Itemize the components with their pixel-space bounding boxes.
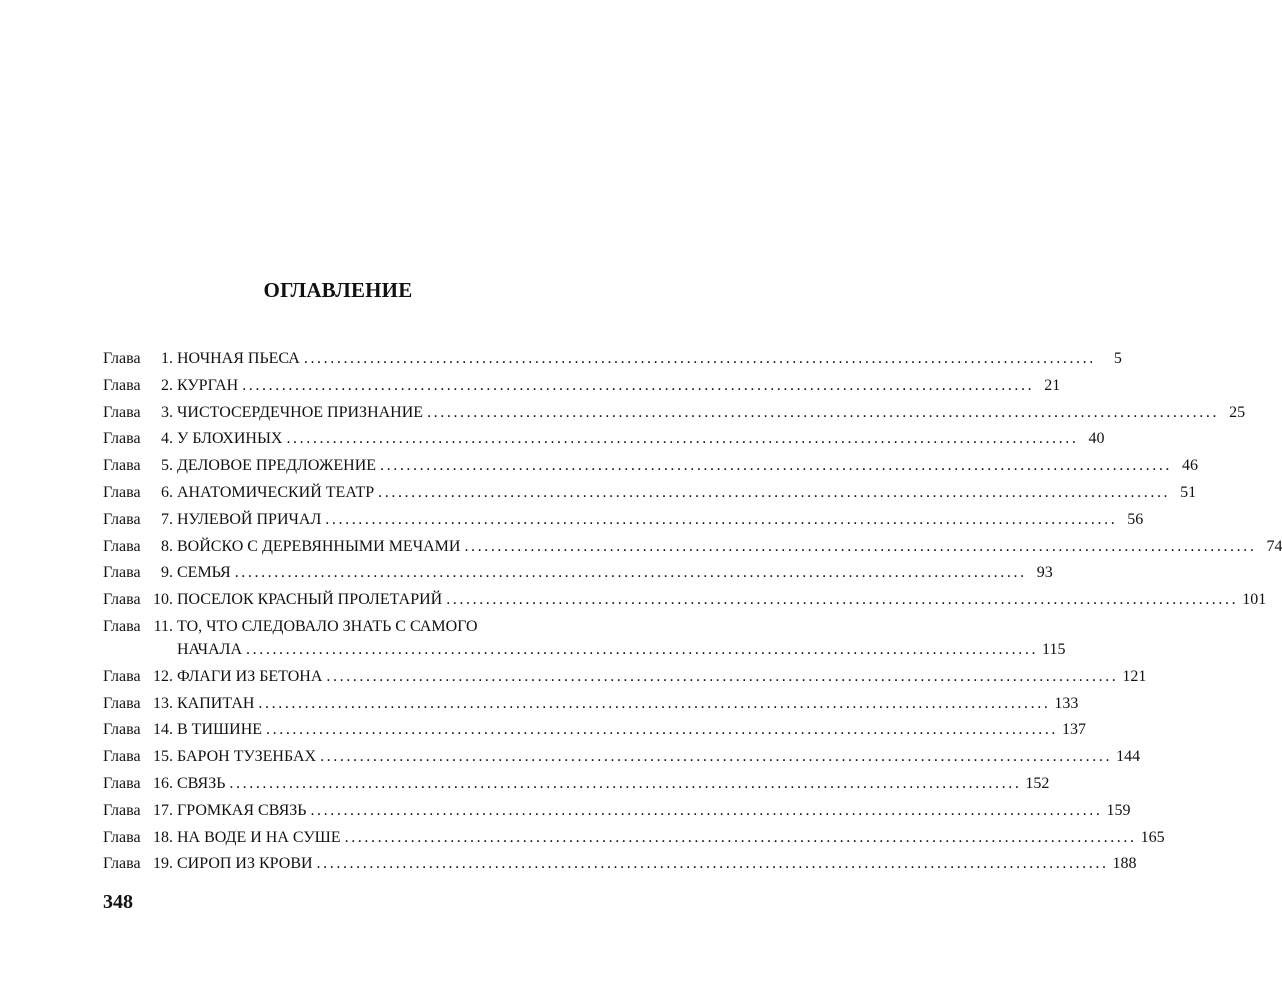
chapter-page: 101 — [1242, 591, 1267, 609]
chapter-title: ГРОМКАЯ СВЯЗЬ — [177, 801, 307, 819]
chapter-word: Глава — [103, 748, 141, 766]
page-number: 348 — [103, 891, 133, 913]
chapter-prefix — [103, 614, 177, 664]
dot-leader: ........................................................................................................................ — [344, 828, 1137, 846]
chapter-word: Глава — [103, 855, 141, 873]
chapter-word: Глава — [103, 694, 141, 712]
chapter-number: 16. — [153, 774, 173, 792]
chapter-page: 40 — [1088, 430, 1105, 448]
chapter-word: Глава — [103, 537, 141, 555]
chapter-page: 25 — [1229, 403, 1246, 421]
chapter-word: Глава — [103, 774, 141, 792]
toc-entry — [103, 373, 1061, 400]
chapter-prefix — [103, 400, 177, 427]
chapter-title: СИРОП ИЗ КРОВИ — [177, 855, 313, 873]
chapter-prefix — [103, 851, 177, 878]
chapter-page: 144 — [1116, 748, 1141, 766]
chapter-number: 2. — [161, 376, 173, 394]
dot-leader: ........................................................................................................................ — [266, 721, 1059, 739]
chapter-word: Глава — [103, 457, 141, 475]
chapter-number: 11. — [153, 617, 173, 635]
chapter-page: 21 — [1044, 376, 1061, 394]
chapter-title: НА ВОДЕ И НА СУШЕ — [177, 828, 341, 846]
dot-leader: ........................................................................................................................ — [229, 774, 1022, 792]
chapter-title: ВОЙСКО С ДЕРЕВЯННЫМИ МЕЧАМИ — [177, 537, 461, 555]
chapter-prefix — [103, 664, 177, 691]
chapter-prefix — [103, 691, 177, 718]
chapter-title: КАПИТАН — [177, 694, 255, 712]
chapter-title: НУЛЕВОЙ ПРИЧАЛ — [177, 510, 322, 528]
chapter-title: СЕМЬЯ — [177, 564, 231, 582]
chapter-prefix — [103, 587, 177, 614]
chapter-number: 5. — [161, 457, 173, 475]
chapter-word: Глава — [103, 430, 141, 448]
chapter-page: 51 — [1180, 483, 1197, 501]
toc-entry — [103, 346, 1122, 373]
chapter-word: Глава — [103, 483, 141, 501]
dot-leader: ........................................................................................................................ — [310, 801, 1103, 819]
toc-entry — [103, 534, 1282, 561]
chapter-page: 165 — [1140, 828, 1165, 846]
chapter-prefix — [103, 507, 177, 534]
chapter-number: 15. — [153, 748, 173, 766]
dot-leader: ........................................................................................................................ — [234, 564, 1027, 582]
dot-leader: ........................................................................................................................ — [286, 430, 1079, 448]
chapter-number: 9. — [161, 564, 173, 582]
chapter-page: 115 — [1042, 640, 1066, 658]
toc-entry — [103, 480, 1197, 507]
toc-entry — [103, 744, 1141, 771]
chapter-prefix — [103, 825, 177, 852]
dot-leader: ........................................................................................................................ — [242, 376, 1035, 394]
chapter-title-line1: ТО, ЧТО СЛЕДОВАЛО ЗНАТЬ С САМОГО — [177, 617, 478, 635]
chapter-prefix — [103, 717, 177, 744]
chapter-word: Глава — [103, 350, 141, 367]
dot-leader: ........................................................................................................................ — [427, 403, 1220, 421]
chapter-title: НАЧАЛА — [177, 640, 243, 658]
toc-list — [103, 346, 1282, 878]
dot-leader: ........................................................................................................................ — [246, 640, 1039, 658]
chapter-word: Глава — [103, 591, 141, 609]
dot-leader: ........................................................................................................................ — [320, 748, 1113, 766]
toc-entry — [103, 426, 1105, 453]
chapter-page: 56 — [1127, 510, 1144, 528]
dot-leader: ........................................................................................................................ — [258, 694, 1051, 712]
chapter-word: Глава — [103, 828, 141, 846]
dot-leader: ........................................................................................................................ — [378, 483, 1171, 501]
chapter-word: Глава — [103, 617, 141, 635]
chapter-number: 7. — [161, 510, 173, 528]
toc-entry — [103, 453, 1199, 480]
chapter-number: 3. — [161, 403, 173, 421]
chapter-page: 159 — [1106, 801, 1131, 819]
chapter-title: КУРГАН — [177, 376, 239, 394]
chapter-prefix — [103, 426, 177, 453]
chapter-title: ПОСЕЛОК КРАСНЫЙ ПРОЛЕТАРИЙ — [177, 591, 443, 609]
chapter-number: 14. — [153, 721, 173, 739]
chapter-prefix — [103, 560, 177, 587]
toc-entry — [103, 771, 1050, 798]
chapter-title: У БЛОХИНЫХ — [177, 430, 283, 448]
chapter-word: Глава — [103, 376, 141, 394]
chapter-word: Глава — [103, 510, 141, 528]
chapter-prefix — [103, 798, 177, 825]
chapter-number: 10. — [153, 591, 173, 609]
chapter-number: 19. — [153, 855, 173, 873]
toc-entry — [103, 614, 1066, 664]
chapter-prefix — [103, 744, 177, 771]
chapter-number: 8. — [161, 537, 173, 555]
toc-entry — [103, 798, 1131, 825]
chapter-page: 152 — [1025, 774, 1050, 792]
chapter-word: Глава — [103, 667, 141, 685]
toc-entry — [103, 717, 1087, 744]
toc-entry — [103, 587, 1267, 614]
dot-leader: ........................................................................................................................ — [303, 350, 1096, 367]
toc-entry — [103, 825, 1165, 852]
chapter-page: 188 — [1112, 855, 1137, 873]
dot-leader: ........................................................................................................................ — [325, 510, 1118, 528]
chapter-page: 121 — [1122, 667, 1147, 685]
chapter-number: 17. — [153, 801, 173, 819]
chapter-page: 93 — [1036, 564, 1053, 582]
chapter-title: ДЕЛОВОЕ ПРЕДЛОЖЕНИЕ — [177, 457, 377, 475]
chapter-word: Глава — [103, 564, 141, 582]
chapter-number: 4. — [161, 430, 173, 448]
chapter-prefix — [103, 346, 177, 373]
dot-leader: ........................................................................................................................ — [464, 537, 1257, 555]
chapter-number: 12. — [153, 667, 173, 685]
toc-entry — [103, 691, 1079, 718]
chapter-page: 133 — [1054, 694, 1079, 712]
chapter-word: Глава — [103, 721, 141, 739]
chapter-title: В ТИШИНЕ — [177, 721, 263, 739]
toc-entry — [103, 400, 1246, 427]
chapter-title: НОЧНАЯ ПЬЕСА — [177, 350, 300, 367]
dot-leader: ........................................................................................................................ — [380, 457, 1173, 475]
chapter-prefix — [103, 771, 177, 798]
dot-leader: ........................................................................................................................ — [326, 667, 1119, 685]
chapter-prefix — [103, 534, 177, 561]
chapter-page: 74 — [1266, 537, 1282, 555]
chapter-page: 5 — [1113, 350, 1122, 367]
chapter-number: 6. — [161, 483, 173, 501]
toc-entry — [103, 664, 1147, 691]
chapter-word: Глава — [103, 403, 141, 421]
toc-entry — [103, 851, 1137, 878]
chapter-number: 18. — [153, 828, 173, 846]
chapter-title: ФЛАГИ ИЗ БЕТОНА — [177, 667, 323, 685]
chapter-prefix — [103, 480, 177, 507]
dot-leader: ........................................................................................................................ — [316, 855, 1109, 873]
toc-heading: ОГЛАВЛЕНИЕ — [263, 278, 413, 302]
chapter-word: Глава — [103, 801, 141, 819]
chapter-number: 13. — [153, 694, 173, 712]
chapter-page: 46 — [1182, 457, 1199, 475]
toc-entry — [103, 560, 1053, 587]
chapter-page: 137 — [1062, 721, 1087, 739]
chapter-title: АНАТОМИЧЕСКИЙ ТЕАТР — [177, 483, 375, 501]
chapter-title: СВЯЗЬ — [177, 774, 226, 792]
chapter-prefix — [103, 453, 177, 480]
chapter-number: 1. — [161, 350, 173, 367]
chapter-prefix — [103, 373, 177, 400]
dot-leader: ........................................................................................................................ — [446, 591, 1239, 609]
toc-entry — [103, 507, 1144, 534]
chapter-title: ЧИСТОСЕРДЕЧНОЕ ПРИЗНАНИЕ — [177, 403, 424, 421]
chapter-title: БАРОН ТУЗЕНБАХ — [177, 748, 317, 766]
